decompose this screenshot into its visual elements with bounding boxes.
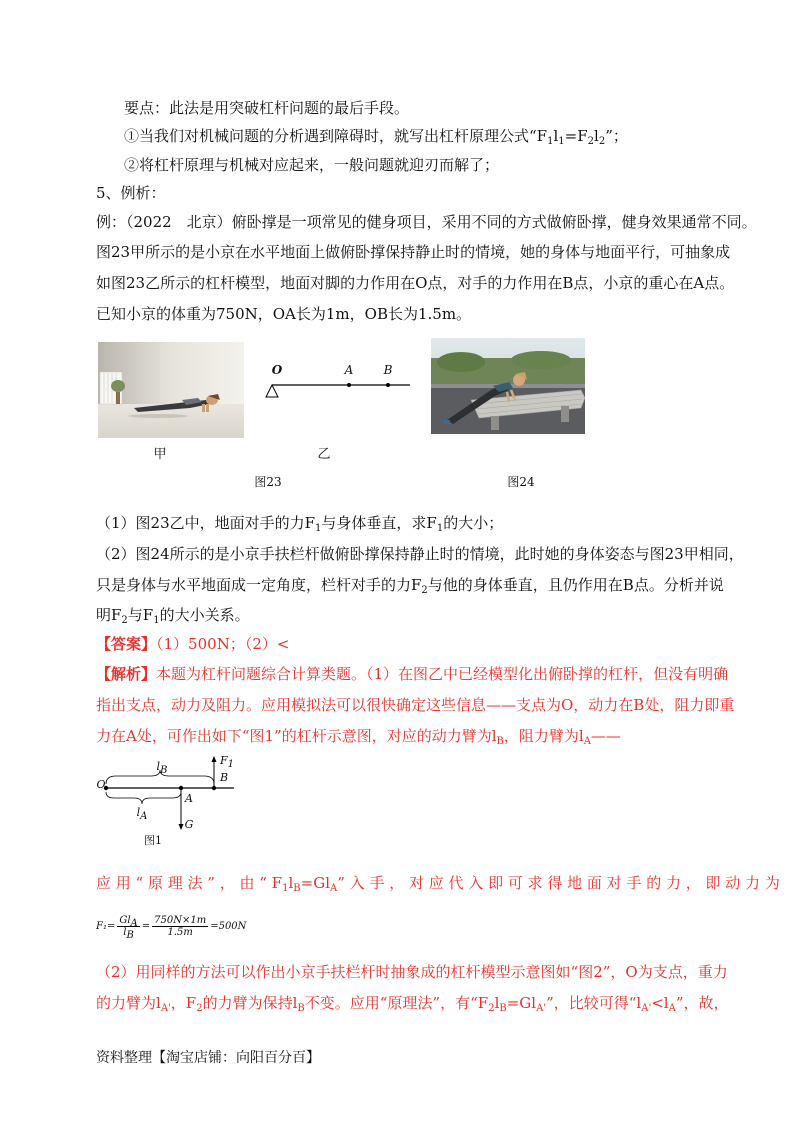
- footer: 资料整理【淘宝店铺：向阳百分百】: [96, 1050, 320, 1066]
- answer-tag: 【答案】: [96, 635, 157, 653]
- problem-line-3: 如图23乙所示的杠杆模型，地面对脚的力作用在O点，对手的力作用在B点，小京的重心在A点。: [96, 274, 735, 292]
- lever-label-b: B: [383, 363, 393, 377]
- fig1-label-lb: $l_B$: [156, 760, 168, 776]
- problem-line-2: 图23甲所示的是小京在水平地面上做俯卧撑保持静止时的情境，她的身体与地面平行，可抽象成: [96, 243, 731, 261]
- formula: F₁= $Gl_A$ $l_B$ = $\frac{750N\times 1m}{1.5m}$ =500N: [96, 914, 247, 941]
- pushup-photo-bench: [431, 338, 585, 434]
- fig24-caption: 图24: [507, 475, 535, 489]
- formula-frac-1: $Gl_A$ $l_B$: [119, 914, 138, 941]
- analysis-line-6: 的力臂为$l_{A'}$，$F_2$的力臂为保持$l_B$不变。应用“原理法”，有“$F_2l_B=Gl_{A'}$”，比较可得“$l_{A'}<l_A$”，故，: [96, 994, 729, 1014]
- fig23-yi-label: 乙: [317, 447, 331, 462]
- analysis-line-5: （2）用同样的方法可以作出小京手扶栏杆时抽象成的杠杆模型示意图如“图2”，O为支点，重力: [96, 963, 728, 981]
- analysis-line-4: 应 用 “ 原 理 法 ” ， 由 “ $F_1l_B=Gl_A$” 入 手 ， 对 应 代 入 即 可 求 得 地 面 对 手 的 力 ， 即 动 力 为: [96, 874, 780, 894]
- answer-text: （1）500N；（2）<: [156, 635, 290, 653]
- question-2-line-2: 只是身体与水平地面成一定角度，栏杆对手的力$F_2$与他的身体垂直，且仍作用在B点。分析并说: [96, 576, 724, 596]
- analysis-line-2: 指出支点，动力及阻力。应用模拟法可以很快确定这些信息——支点为O，动力在B处，阻力即重: [96, 696, 735, 714]
- lever-label-a: A: [344, 363, 354, 377]
- keypoint-title: 要点：此法是用突破杠杆问题的最后手段。: [124, 99, 410, 117]
- analysis-line-1: 【解析】本题为杠杆问题综合计算类题。（1）在图乙中已经模型化出俯卧撑的杠杆，但没有明确: [96, 665, 729, 683]
- pushup-photo-bench-image: [431, 338, 585, 434]
- answer-line: [96, 634, 289, 654]
- fig23-caption: 图23: [254, 475, 282, 489]
- point-b-dot: [386, 383, 390, 387]
- keypoint-2: ②将杠杆原理与机械对应起来，一般问题就迎刃而解了；: [124, 156, 500, 174]
- question-1: （1）图23乙中，地面对手的力$F_1$与身体垂直，求$F_1$的大小；: [96, 514, 504, 534]
- pushup-photo-floor: [98, 342, 244, 438]
- problem-line-4: 已知小京的体重为750N，OA长为1m，OB长为1.5m。: [96, 305, 472, 323]
- fig1-label-f1: $F_1$: [220, 754, 235, 770]
- fulcrum-triangle: [266, 385, 278, 397]
- fig23-jia-label: 甲: [153, 447, 167, 462]
- fig1-label-g: G: [184, 818, 194, 831]
- keypoint-1: ①当我们对机械问题的分析遇到障碍时，就写出杠杆原理公式“$F_1l_1=F_2l_2$”；: [124, 127, 628, 147]
- fig1-label-la: $l_A$: [136, 806, 148, 822]
- point-a-dot: [347, 383, 351, 387]
- analysis-line-3: 力在A处，可作出如下“图1”的杠杆示意图，对应的动力臂为$l_B$，阻力臂为$l_A——$: [96, 727, 621, 747]
- pushup-photo-floor-image: [98, 342, 244, 438]
- formula-frac-2: $\frac{750N\times 1m}{1.5m}$: [154, 914, 207, 938]
- section-heading: 5、例析：: [96, 184, 166, 202]
- fig1-label-b: B: [219, 771, 229, 784]
- formula-lhs: F₁=: [96, 920, 116, 932]
- formula-result: =500N: [210, 920, 247, 932]
- fig1-caption: 图1: [144, 834, 162, 847]
- analysis-tag: 【解析】: [96, 665, 157, 683]
- fig1-label-o: O: [96, 778, 106, 791]
- lever-label-o: O: [271, 363, 283, 377]
- question-2-line-3: 明$F_2$与$F_1$的大小关系。: [96, 606, 250, 626]
- fig1-label-a: A: [185, 792, 193, 805]
- problem-line-1: 例：（2022 北京）俯卧撑是一项常见的健身项目，采用不同的方式做俯卧撑，健身效果通常不同。: [96, 213, 757, 231]
- question-2-line-1: （2）图24所示的是小京手扶栏杆做俯卧撑保持静止时的情境，此时她的身体姿态与图23甲相同，: [96, 545, 744, 563]
